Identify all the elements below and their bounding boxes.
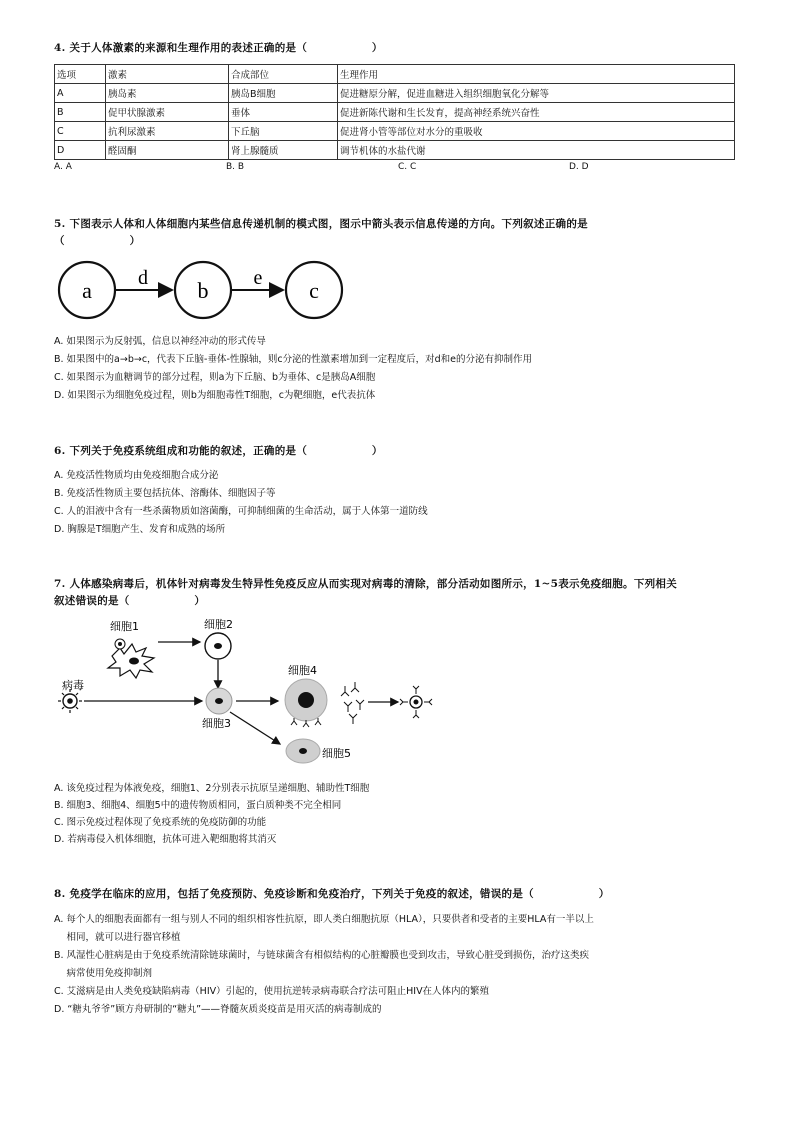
q7-option-c[interactable]: C. 图示免疫过程体现了免疫系统的免疫防御的功能 xyxy=(54,817,267,828)
q7-immune-diagram xyxy=(54,614,454,774)
table-cell: 促进糖原分解，促进血糖进入组织细胞氧化分解等 xyxy=(338,84,735,103)
node-c-label: c xyxy=(309,278,319,303)
cell1-apc-icon xyxy=(108,639,154,678)
table-header-cell: 合成部位 xyxy=(229,65,338,84)
table-cell: B xyxy=(55,103,106,122)
q8-option-b[interactable]: B. 风湿性心脏病是由于免疫系统清除链球菌时，与链球菌含有相似结构的心脏瓣膜也受到攻击，导致心脏受到损伤，治疗这类疾 xyxy=(54,950,590,961)
table-row xyxy=(55,103,735,122)
cell2-label: 细胞2 xyxy=(204,618,233,631)
q7-option-d[interactable]: D. 若病毒侵入机体细胞，抗体可进入靶细胞将其消灭 xyxy=(54,834,277,845)
q8-option-b-continued: 病常使用免疫抑制剂 xyxy=(54,968,153,979)
node-a-label: a xyxy=(82,278,92,303)
table-cell: 促进肾小管等部位对水分的重吸收 xyxy=(338,122,735,141)
cell2-helper-t-icon xyxy=(205,633,231,659)
q4-stem: 4. 关于人体激素的来源和生理作用的表述正确的是（ ） xyxy=(54,42,383,54)
arrow-e-label: e xyxy=(253,267,263,289)
table-cell: 垂体 xyxy=(229,103,338,122)
cell5-label: 细胞5 xyxy=(322,747,351,760)
cell4-label: 细胞4 xyxy=(288,664,317,677)
table-row xyxy=(55,141,735,160)
q5-diagram xyxy=(54,260,354,326)
table-row xyxy=(55,122,735,141)
q5-stem-continued: （ ） xyxy=(54,235,141,247)
q5-option-a[interactable]: A. 如果图示为反射弧，信息以神经冲动的形式传导 xyxy=(54,336,266,347)
cell5-memory-cell-icon xyxy=(286,739,320,763)
cell3-label: 细胞3 xyxy=(202,717,231,730)
table-header-row xyxy=(55,65,735,84)
table-cell: 肾上腺髓质 xyxy=(229,141,338,160)
q5-option-d[interactable]: D. 如果图示为细胞免疫过程，则b为细胞毒性T细胞，c为靶细胞，e代表抗体 xyxy=(54,390,376,401)
table-header-cell: 激素 xyxy=(106,65,229,84)
cell1-label: 细胞1 xyxy=(110,620,139,633)
q6-option-a[interactable]: A. 免疫活性物质均由免疫细胞合成分泌 xyxy=(54,470,219,481)
table-cell: 胰岛素 xyxy=(106,84,229,103)
table-cell: 抗利尿激素 xyxy=(106,122,229,141)
virus-icon xyxy=(58,689,82,713)
q5-stem: 5. 下图表示人体和人体细胞内某些信息传递机制的模式图，图示中箭头表示信息传递的方向。下列叙述正确的是 xyxy=(54,218,588,230)
table-cell: 促甲状腺激素 xyxy=(106,103,229,122)
neutralized-virus-icon xyxy=(400,686,432,718)
q6-option-c[interactable]: C. 人的泪液中含有一些杀菌物质如溶菌酶，可抑制细菌的生命活动，属于人体第一道防线 xyxy=(54,506,428,517)
q8-option-a[interactable]: A. 每个人的细胞表面都有一组与别人不同的组织相容性抗原，即人类白细胞抗原（HLA），只要供者和受者的主要HLA有一半以上 xyxy=(54,914,594,925)
q7-option-b[interactable]: B. 细胞3、细胞4、细胞5中的遗传物质相同，蛋白质种类不完全相同 xyxy=(54,800,342,811)
table-cell: 调节机体的水盐代谢 xyxy=(338,141,735,160)
q6-stem: 6. 下列关于免疫系统组成和功能的叙述，正确的是（ ） xyxy=(54,445,383,457)
q4-answer-a[interactable]: A. A xyxy=(54,162,72,172)
table-cell: 促进新陈代谢和生长发育，提高神经系统兴奋性 xyxy=(338,103,735,122)
q7-stem: 7. 人体感染病毒后，机体针对病毒发生特异性免疫反应从而实现对病毒的清除，部分活动如图所示，1~5表示免疫细胞。下列相关 xyxy=(54,578,678,590)
q4-answer-b[interactable]: B. B xyxy=(226,162,245,172)
q4-answer-c[interactable]: C. C xyxy=(398,162,417,172)
table-cell: C xyxy=(55,122,106,141)
q6-option-d[interactable]: D. 胸腺是T细胞产生、发育和成熟的场所 xyxy=(54,524,226,535)
arrow-d-label: d xyxy=(138,267,148,289)
table-cell: A xyxy=(55,84,106,103)
q7-option-a[interactable]: A. 该免疫过程为体液免疫，细胞1、2分别表示抗原呈递细胞、辅助性T细胞 xyxy=(54,783,370,794)
table-cell: 胰岛B细胞 xyxy=(229,84,338,103)
table-header-cell: 选项 xyxy=(55,65,106,84)
table-cell: 下丘脑 xyxy=(229,122,338,141)
q5-option-c[interactable]: C. 如果图示为血糖调节的部分过程，则a为下丘脑、b为垂体、c是胰岛A细胞 xyxy=(54,372,376,383)
q7-stem-continued: 叙述错误的是（ ） xyxy=(54,595,206,607)
virus-label: 病毒 xyxy=(62,679,84,692)
table-cell: 醛固酮 xyxy=(106,141,229,160)
q4-answer-d[interactable]: D. D xyxy=(569,162,589,172)
node-b-label: b xyxy=(197,278,209,303)
table-cell: D xyxy=(55,141,106,160)
cell3-b-cell-icon xyxy=(206,688,232,714)
q6-option-b[interactable]: B. 免疫活性物质主要包括抗体、溶酶体、细胞因子等 xyxy=(54,488,276,499)
q8-option-d[interactable]: D. “糖丸爷爷”顾方舟研制的“糖丸”——脊髓灰质炎疫苗是用灭活的病毒制成的 xyxy=(54,1004,382,1015)
q8-option-c[interactable]: C. 艾滋病是由人类免疫缺陷病毒（HIV）引起的，使用抗逆转录病毒联合疗法可阻止HIV在人体内的繁殖 xyxy=(54,986,490,997)
q5-option-b[interactable]: B. 如果图中的a→b→c，代表下丘脑-垂体-性腺轴，则c分泌的性激素增加到一定程度后，对d和e的分泌有抑制作用 xyxy=(54,354,533,365)
antibody-icons xyxy=(341,682,364,724)
table-row xyxy=(55,84,735,103)
q8-stem: 8. 免疫学在临床的应用，包括了免疫预防、免疫诊断和免疫治疗，下列关于免疫的叙述，错误的是（ ） xyxy=(54,888,610,900)
q8-option-a-continued: 相同，就可以进行器官移植 xyxy=(54,932,181,943)
table-header-cell: 生理作用 xyxy=(338,65,735,84)
q4-table xyxy=(54,64,735,160)
cell4-plasma-cell-icon xyxy=(285,679,327,727)
